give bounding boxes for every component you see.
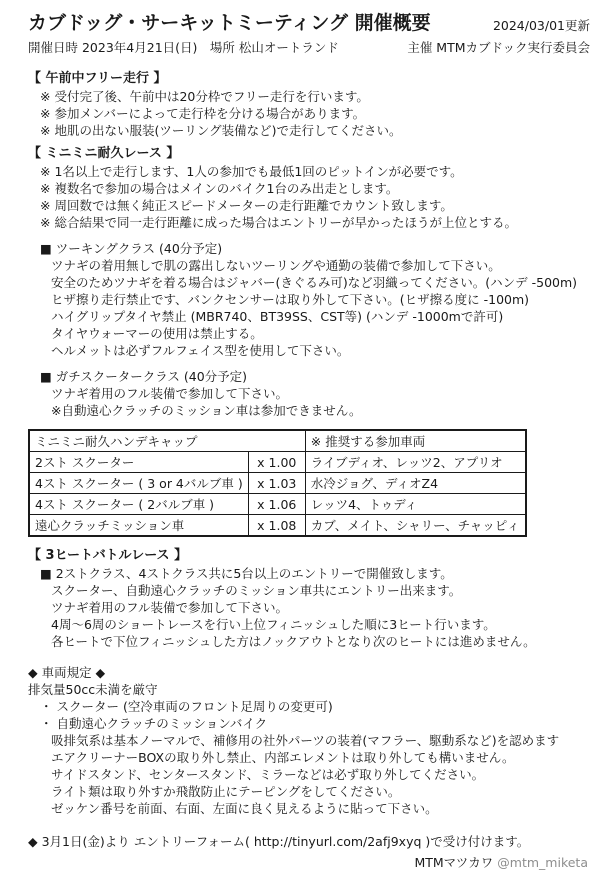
vehicle-rules-detail: ゼッケン番号を前面、右面、左面に良く見えるように貼って下さい。 <box>51 801 438 816</box>
credit-line <box>28 854 590 871</box>
vehicle-rules-detail: ライト類は取り外すか飛散防止にテーピングをしてください。 <box>51 784 401 799</box>
touring-class-rule: 安全のためツナギを着る場合はジャバー(きぐるみ可)など羽織ってください。(ハンデ -500m) <box>51 275 578 290</box>
recommended-bikes-cell: 水冷ジョグ、ディオZ4 <box>305 473 525 494</box>
section-heading-endurance: 【 ミニミニ耐久レース 】 <box>28 146 180 161</box>
vehicle-rules-detail: 吸排気系は基本ノーマルで、補修用の社外パーツの装着(マフラー、駆動系など)を認めます <box>51 733 560 748</box>
entry-info-prefix: ◆ 3月1日(金)より エントリーフォーム( <box>28 834 254 849</box>
recommended-bikes-cell: ライブディオ、レッツ2、アプリオ <box>305 452 525 473</box>
touring-class-rule: ヒザ擦り走行禁止です、バンクセンサーは取り外して下さい。(ヒザ擦る度に -100m) <box>51 292 530 307</box>
handicap-header-left: ミニミニ耐久ハンデキャップ <box>29 430 305 452</box>
table-row <box>29 515 526 537</box>
recommended-bikes-cell: レッツ4、トゥディ <box>305 494 525 515</box>
battle-race-rule: ■ 2ストクラス、4ストクラス共に5台以上のエントリーで開催致します。 <box>40 566 453 581</box>
vehicle-class-cell: 2スト スクーター <box>29 452 248 473</box>
table-row <box>29 494 526 515</box>
touring-class-rule: ツナギの着用無しで肌の露出しないツーリングや通勤の装備で参加して下さい。 <box>51 258 501 273</box>
touring-class-rule: ハイグリップタイヤ禁止 (MBR740、BT39SS、CST等) (ハンデ -1000mで許可) <box>51 309 504 324</box>
touring-class-rule: ヘルメットは必ずフルフェイス型を使用して下さい。 <box>51 343 350 358</box>
entry-form-url[interactable]: http://tinyurl.com/2afj9xyq <box>253 834 422 849</box>
event-organizer: 主催 MTMカブドック実行委員会 <box>407 40 590 55</box>
document-header <box>28 12 590 34</box>
section-heading-battle-race: 【 3ヒートバトルレース 】 <box>28 548 188 563</box>
endurance-note: ※ 周回数では無く純正スピードメーターの走行距離でカウント致します。 <box>40 198 453 213</box>
battle-race-rule: 各ヒートで下位フィニッシュした方はノックアウトとなり次のヒートには進めません。 <box>51 634 536 649</box>
vehicle-class-cell: 4スト スクーター ( 3 or 4バルブ車 ) <box>29 473 248 494</box>
gachi-scooter-rule: ツナギ着用のフル装備で参加して下さい。 <box>51 386 289 401</box>
vehicle-rules-subheading: 排気量50cc未満を厳守 <box>28 682 158 697</box>
vehicle-rules-detail: サイドスタンド、センタースタンド、ミラーなどは必ず取り外してください。 <box>51 767 485 782</box>
handicap-header-right: ※ 推奨する参加車両 <box>305 430 525 452</box>
battle-race-rule: ツナギ着用のフル装備で参加して下さい。 <box>51 600 289 615</box>
table-row <box>29 473 526 494</box>
free-run-note: ※ 受付完了後、午前中は20分枠でフリー走行を行います。 <box>40 89 369 104</box>
section-heading-free-run: 【 午前中フリー走行 】 <box>28 71 167 86</box>
endurance-note: ※ 1名以上で走行します、1人の参加でも最低1回のピットインが必要です。 <box>40 164 463 179</box>
vehicle-class-cell: 4スト スクーター ( 2バルブ車 ) <box>29 494 248 515</box>
free-run-note: ※ 参加メンバーによって走行枠を分ける場合があります。 <box>40 106 366 121</box>
subsection-heading-touring-class: ■ ツーキングクラス (40分予定) <box>40 241 223 256</box>
handicap-table-header-row <box>29 430 526 452</box>
gachi-scooter-rule: ※自動遠心クラッチのミッション車は参加できません。 <box>51 403 362 418</box>
vehicle-class-cell: 遠心クラッチミッション車 <box>29 515 248 537</box>
endurance-note: ※ 複数名で参加の場合はメインのバイク1台のみ出走とします。 <box>40 181 399 196</box>
section-heading-vehicle-rules: ◆ 車両規定 ◆ <box>28 665 106 680</box>
updated-date: 2024/03/01更新 <box>492 18 590 33</box>
factor-cell: x 1.08 <box>248 515 305 537</box>
vehicle-rules-detail: エアクリーナーBOXの取り外し禁止、内部エレメントは取り外しても構いません。 <box>51 750 515 765</box>
entry-info-line <box>28 833 590 850</box>
factor-cell: x 1.03 <box>248 473 305 494</box>
entry-info-suffix: )で受け付けます。 <box>421 834 530 849</box>
battle-race-rule: 4周～6周のショートレースを行い上位フィニッシュした順に3ヒート行います。 <box>51 617 496 632</box>
battle-race-rule: スクーター、自動遠心クラッチのミッション車共にエントリー出来ます。 <box>51 583 462 598</box>
factor-cell: x 1.06 <box>248 494 305 515</box>
free-run-note: ※ 地肌の出ない服装(ツーリング装備など)で走行してください。 <box>40 123 402 138</box>
table-row <box>29 452 526 473</box>
recommended-bikes-cell: カブ、メイト、シャリー、チャッピィ <box>305 515 525 537</box>
page-title: カブドッグ・サーキットミーティング 開催概要 <box>28 12 431 34</box>
credit-name: MTMマツカワ <box>414 855 494 870</box>
event-info-row <box>28 39 590 56</box>
vehicle-rules-bullet: ・ スクーター (空冷車両のフロント足周りの変更可) <box>40 699 333 714</box>
factor-cell: x 1.00 <box>248 452 305 473</box>
subsection-heading-gachi-scooter-class: ■ ガチスクータークラス (40分予定) <box>40 369 248 384</box>
touring-class-rule: タイヤウォーマーの使用は禁止する。 <box>51 326 263 341</box>
endurance-note: ※ 総合結果で同一走行距離に成った場合はエントリーが早かったほうが上位とする。 <box>40 215 517 230</box>
credit-twitter-handle: @mtm_miketa <box>497 855 588 870</box>
event-date-place: 開催日時 2023年4月21日(日) 場所 松山オートランド <box>28 40 339 55</box>
vehicle-rules-bullet: ・ 自動遠心クラッチのミッションバイク <box>40 716 268 731</box>
handicap-table <box>28 429 527 537</box>
